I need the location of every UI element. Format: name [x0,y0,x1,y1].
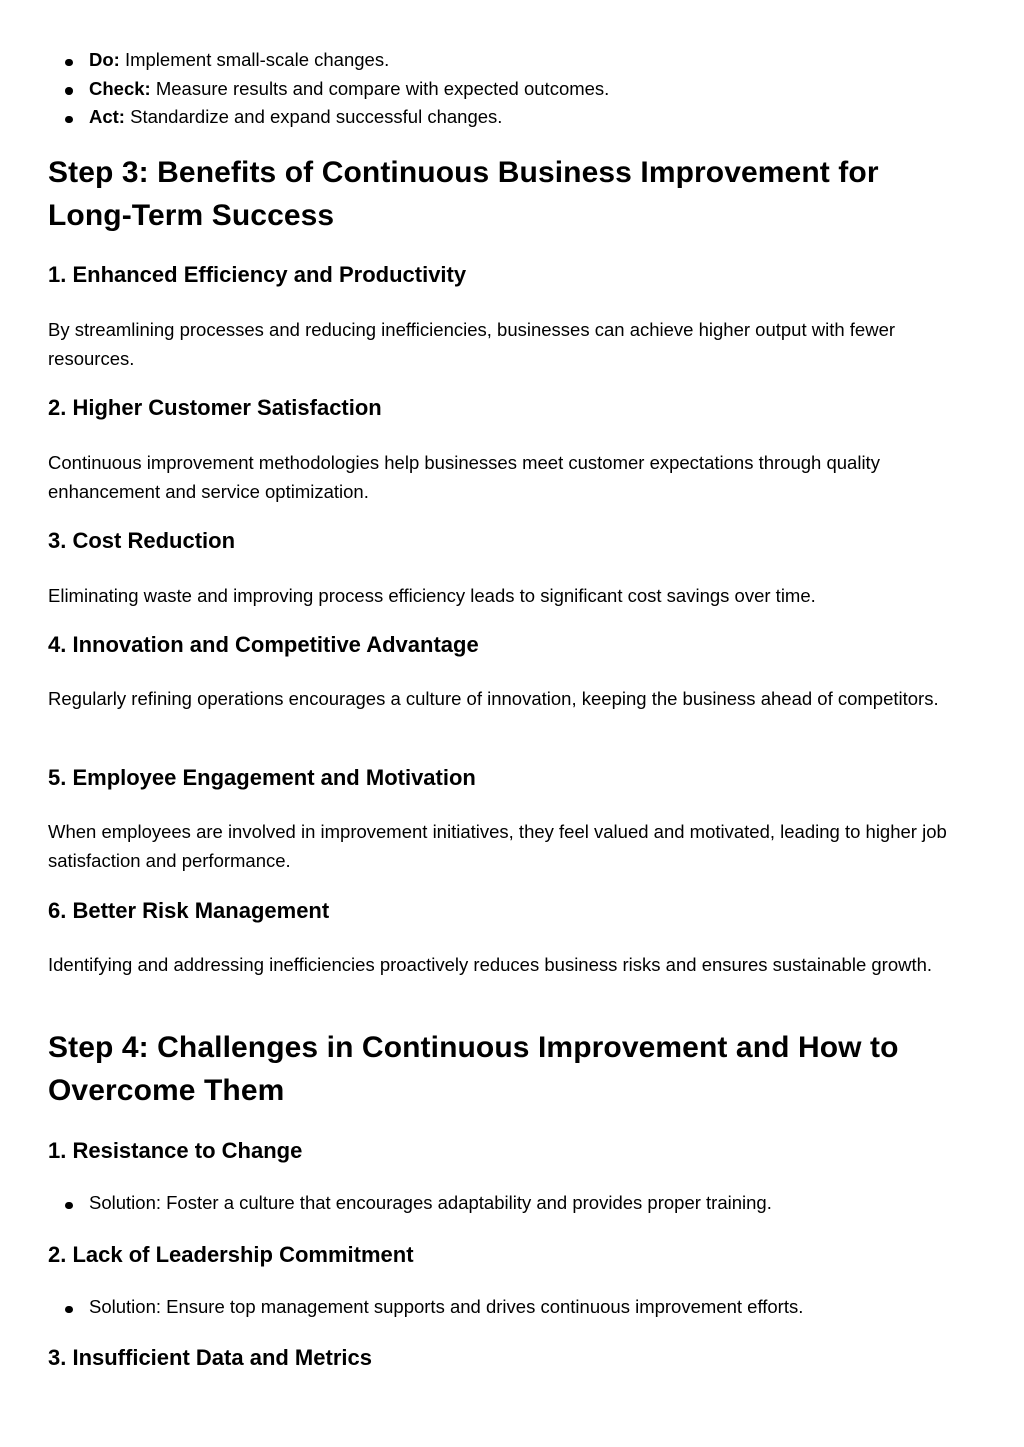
list-item-text: Standardize and expand successful changes. [124,106,503,127]
benefit-heading: 6. Better Risk Management [48,898,330,923]
challenge-heading: 2. Lack of Leadership Commitment [48,1242,414,1267]
list-item: Solution: Foster a culture that encourages adaptability and provides proper training. [48,1189,978,1218]
benefit-text: When employees are involved in improvement initiatives, they feel valued and motivated, leading to higher job satisfaction and performance. [48,821,947,871]
list-item-term: Do: [89,49,120,70]
pdca-list [48,46,978,132]
benefit-heading: 1. Enhanced Efficiency and Productivity [48,262,467,287]
benefit-heading: 5. Employee Engagement and Motivation [48,765,476,790]
benefit-heading: 2. Higher Customer Satisfaction [48,395,382,420]
list-item-term: Act: [89,106,125,127]
list-item [48,103,978,132]
list-item-term: Check: [89,77,151,99]
list-item [48,46,978,75]
benefit-text: Identifying and addressing inefficiencies proactively reduces business risks and ensures sustainable growth. [48,954,933,975]
step4-title: Step 4: Challenges in Continuous Improvement and How to Overcome Them [48,1031,899,1107]
benefit-text: Eliminating waste and improving process efficiency leads to significant cost savings over time. [48,585,816,606]
solution-list [48,1189,978,1218]
benefit-text: By streamlining processes and reducing inefficiencies, businesses can achieve higher output with fewer resources. [48,319,896,369]
list-item: Solution: Ensure top management supports and drives continuous improvement efforts. [48,1293,978,1322]
solution-list [48,1293,978,1322]
challenge-heading: 3. Insufficient Data and Metrics [48,1345,372,1370]
list-item-text: Implement small-scale changes. [119,49,390,70]
list-item [48,75,978,104]
step3-title: Step 3: Benefits of Continuous Business Improvement for Long-Term Success [48,156,879,232]
challenge-heading: 1. Resistance to Change [48,1138,303,1163]
benefit-heading: 3. Cost Reduction [48,528,236,553]
benefit-heading: 4. Innovation and Competitive Advantage [48,632,479,657]
benefit-text: Regularly refining operations encourages a culture of innovation, keeping the business ahead of competitors. [48,688,939,709]
benefit-text: Continuous improvement methodologies help businesses meet customer expectations through quality enhancement and service optimization. [48,452,880,502]
list-item-text: Measure results and compare with expected outcomes. [150,77,610,99]
